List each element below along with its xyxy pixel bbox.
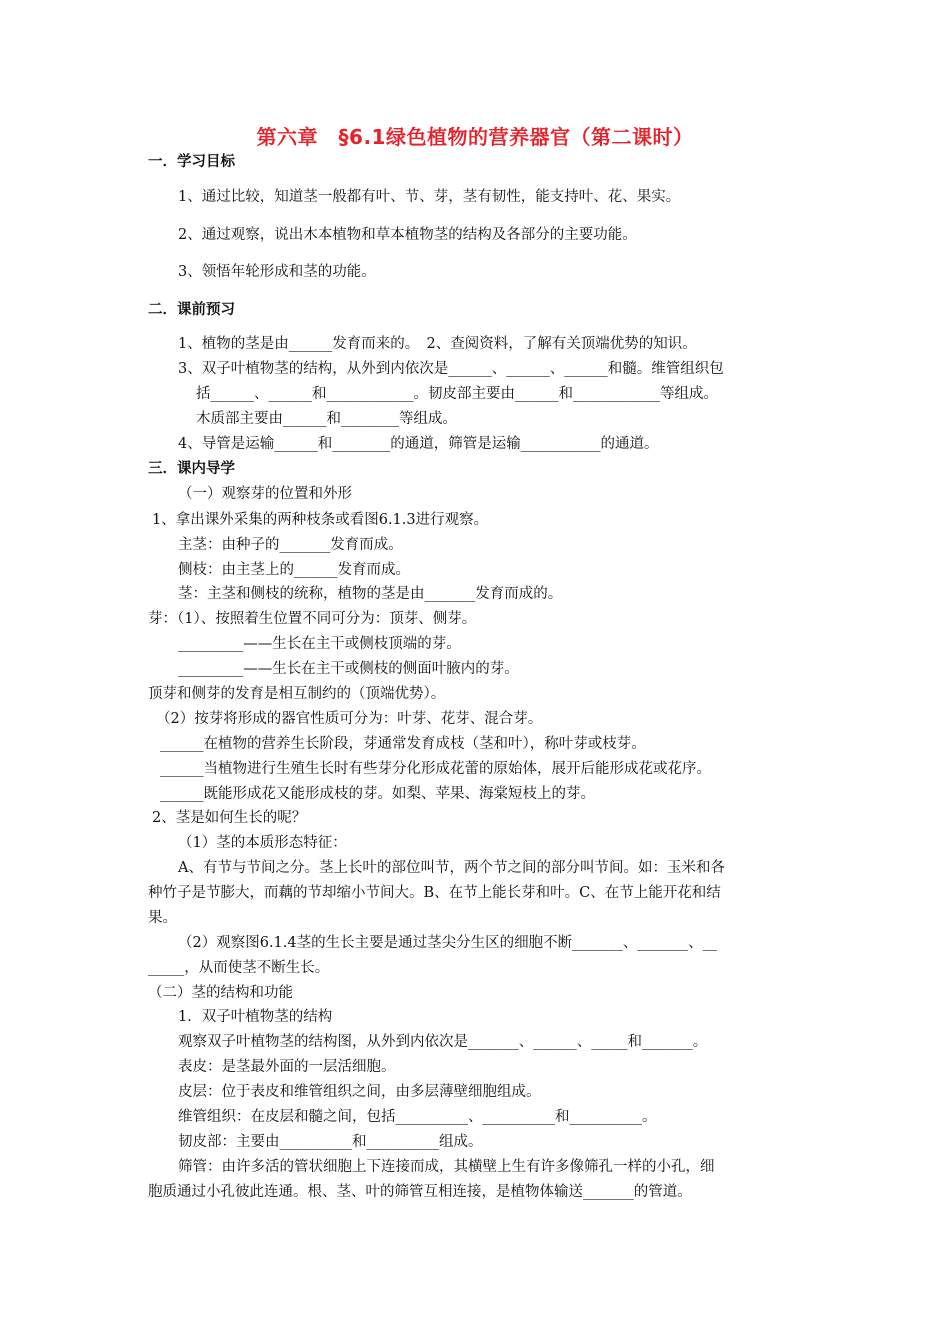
paragraph-line: 1．双子叶植物茎的结构 bbox=[178, 1009, 333, 1025]
paragraph-line: （1）茎的本质形态特征： bbox=[178, 835, 347, 851]
paragraph-line: 果。 bbox=[148, 910, 177, 926]
paragraph-line: 筛管：由许多活的管状细胞上下连接而成，其横壁上生有许多像筛孔一样的小孔，细 bbox=[178, 1159, 715, 1175]
paragraph-line: 4、导管是运输______和________的通道，筛管是运输___________的通道。 bbox=[178, 436, 659, 452]
section-heading: 二．课前预习 bbox=[148, 302, 235, 318]
paragraph-line: A、有节与节间之分。茎上长叶的部位叫节，两个节之间的部分叫节间。如：玉米和各 bbox=[178, 860, 725, 876]
subsection-heading: （一）观察芽的位置和外形 bbox=[178, 486, 352, 502]
paragraph-line: 芽：（1）、按照着生位置不同可分为：顶芽、侧芽。 bbox=[148, 611, 477, 627]
subsection-heading: （二）茎的结构和功能 bbox=[148, 985, 293, 1001]
paragraph-line: 维管组织：在皮层和髓之间，包括__________、__________和__________。 bbox=[178, 1109, 657, 1125]
paragraph-line: 1、拿出课外采集的两种枝条或看图6.1.3进行观察。 bbox=[152, 512, 489, 528]
paragraph-line: 3、双子叶植物茎的结构，从外到内依次是______、______、______和髓。维管组织包 bbox=[178, 361, 724, 377]
paragraph-line: 1、植物的茎是由______发育而来的。 2、查阅资料，了解有关顶端优势的知识。 bbox=[178, 336, 697, 352]
page-title: 第六章 §6.1绿色植物的营养器官（第二课时） bbox=[256, 125, 694, 149]
paragraph-line: 皮层：位于表皮和维管组织之间，由多层薄壁细胞组成。 bbox=[178, 1084, 541, 1100]
paragraph-line: ______既能形成花又能形成枝的芽。如梨、苹果、海棠短枝上的芽。 bbox=[160, 786, 595, 802]
paragraph-line: 2、通过观察，说出木本植物和草本植物茎的结构及各部分的主要功能。 bbox=[178, 227, 637, 243]
paragraph-line: 顶芽和侧芽的发育是相互制约的（顶端优势）。 bbox=[148, 686, 446, 702]
paragraph-line: 括______、______和____________。韧皮部主要由______和____________等组成。 bbox=[196, 386, 718, 402]
paragraph-line: （2）观察图6.1.4茎的生长主要是通过茎尖分生区的细胞不断_______、_______、__ bbox=[178, 935, 718, 951]
section-heading: 三．课内导学 bbox=[148, 461, 235, 477]
paragraph-line: （2）按芽将形成的器官性质可分为：叶芽、花芽、混合芽。 bbox=[156, 711, 543, 727]
paragraph-line: 表皮：是茎最外面的一层活细胞。 bbox=[178, 1059, 396, 1075]
paragraph-line: _________——生长在主干或侧枝的侧面叶腋内的芽。 bbox=[178, 661, 519, 677]
paragraph-line: 种竹子是节膨大，而藕的节却缩小节间大。B、在节上能长芽和叶。C、在节上能开花和结 bbox=[148, 885, 721, 901]
paragraph-line: ______当植物进行生殖生长时有些芽分化形成花蕾的原始体，展开后能形成花或花序。 bbox=[160, 761, 711, 777]
paragraph-line: 茎：主茎和侧枝的统称，植物的茎是由_______发育而成的。 bbox=[178, 586, 563, 602]
paragraph-line: 韧皮部：主要由__________和__________组成。 bbox=[178, 1134, 483, 1150]
paragraph-line: 胞质通过小孔彼此连通。根、茎、叶的筛管互相连接，是植物体输送_______的管道。 bbox=[148, 1184, 692, 1200]
paragraph-line: 木质部主要由______和________等组成。 bbox=[196, 411, 457, 427]
paragraph-line: _________——生长在主干或侧枝顶端的芽。 bbox=[178, 636, 461, 652]
paragraph-line: ______在植物的营养生长阶段，芽通常发育成枝（茎和叶），称叶芽或枝芽。 bbox=[160, 736, 646, 752]
paragraph-line: 1、通过比较，知道茎一般都有叶、节、芽，茎有韧性，能支持叶、花、果实。 bbox=[178, 189, 681, 205]
paragraph-line: 主茎：由种子的_______发育而成。 bbox=[178, 537, 403, 553]
paragraph-line: 观察双子叶植物茎的结构图，从外到内依次是_______、______、_____和_______。 bbox=[178, 1034, 708, 1050]
paragraph-line: 3、领悟年轮形成和茎的功能。 bbox=[178, 264, 376, 280]
paragraph-line: 侧枝：由主茎上的______发育而成。 bbox=[178, 562, 410, 578]
section-heading: 一．学习目标 bbox=[148, 154, 235, 170]
paragraph-line: 2、茎是如何生长的呢？ bbox=[152, 810, 307, 826]
paragraph-line: _____，从而使茎不断生长。 bbox=[148, 960, 330, 976]
